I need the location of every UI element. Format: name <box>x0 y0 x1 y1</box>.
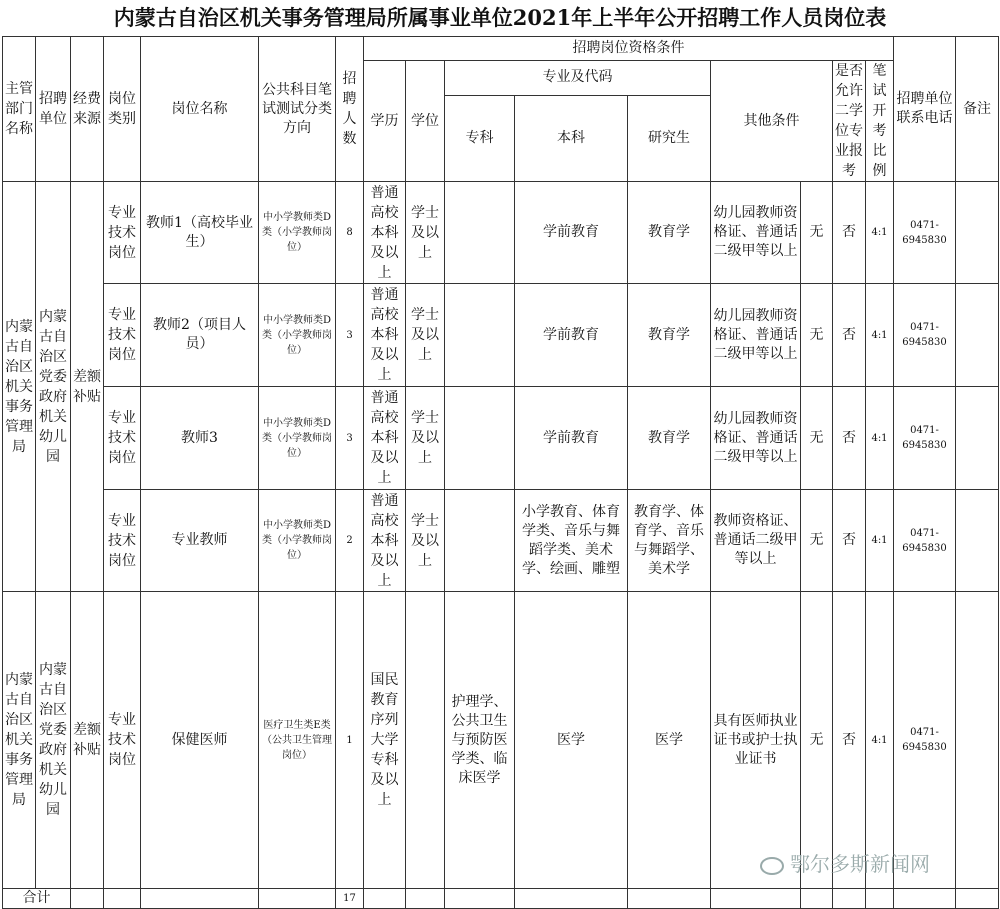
zhuanke-cell <box>445 284 515 387</box>
job-table <box>2 36 999 909</box>
zhuanke-cell <box>445 490 515 592</box>
count-cell: 3 <box>336 284 364 387</box>
extra-cell: 无 <box>801 490 833 592</box>
post-name-cell: 专业教师 <box>141 490 259 592</box>
post-type-cell: 专业技术岗位 <box>104 284 141 387</box>
header-zhuanke: 专科 <box>445 95 515 181</box>
degree-cell: 学士及以上 <box>406 490 445 592</box>
header-other: 其他条件 <box>711 61 833 182</box>
allow-cell: 否 <box>833 490 866 592</box>
edu-cell: 国民教育序列大学专科及以上 <box>364 592 406 889</box>
edu-cell: 普通高校本科及以上 <box>364 387 406 490</box>
post-type-cell: 专业技术岗位 <box>104 490 141 592</box>
dept-cell: 内蒙古自治区机关事务管理局 <box>3 592 36 889</box>
exam-cell: 医疗卫生类E类（公共卫生管理岗位） <box>259 592 336 889</box>
other-cell: 幼儿园教师资格证、普通话二级甲等以上 <box>711 182 801 284</box>
post-name-cell: 教师2（项目人员） <box>141 284 259 387</box>
grad-cell: 教育学、体育学、音乐与舞蹈学、美术学 <box>628 490 711 592</box>
other-cell: 幼儿园教师资格证、普通话二级甲等以上 <box>711 387 801 490</box>
extra-cell: 无 <box>801 284 833 387</box>
watermark <box>760 848 930 877</box>
dept-cell: 内蒙古自治区机关事务管理局 <box>3 182 36 592</box>
funding-cell: 差额补贴 <box>71 592 104 889</box>
ratio-cell: 4:1 <box>866 387 894 490</box>
table-row <box>3 284 999 387</box>
degree-cell: 学士及以上 <box>406 387 445 490</box>
extra-cell: 无 <box>801 592 833 889</box>
header-allow-second: 是否允许二学位专业报考 <box>833 61 866 182</box>
phone-cell: 0471-6945830 <box>894 182 956 284</box>
ratio-cell: 4:1 <box>866 592 894 889</box>
grad-cell: 医学 <box>628 592 711 889</box>
header-funding: 经费来源 <box>71 37 104 182</box>
header-note: 备注 <box>956 37 999 182</box>
benke-cell: 学前教育 <box>515 284 628 387</box>
header-qualification: 招聘岗位资格条件 <box>364 37 894 61</box>
exam-cell: 中小学教师类D类（小学教师岗位） <box>259 490 336 592</box>
benke-cell: 学前教育 <box>515 387 628 490</box>
count-cell: 2 <box>336 490 364 592</box>
degree-cell: 学士及以上 <box>406 182 445 284</box>
grad-cell: 教育学 <box>628 387 711 490</box>
other-cell: 幼儿园教师资格证、普通话二级甲等以上 <box>711 284 801 387</box>
ratio-cell: 4:1 <box>866 284 894 387</box>
header-grad: 研究生 <box>628 95 711 181</box>
page-title: 内蒙古自治区机关事务管理局所属事业单位2021年上半年公开招聘工作人员岗位表 <box>113 5 887 30</box>
header-unit: 招聘单位 <box>36 37 71 182</box>
zhuanke-cell: 护理学、公共卫生与预防医学类、临床医学 <box>445 592 515 889</box>
header-edu: 学历 <box>364 61 406 182</box>
edu-cell: 普通高校本科及以上 <box>364 182 406 284</box>
unit-cell: 内蒙古自治区党委政府机关幼儿园 <box>36 592 71 889</box>
header-ratio: 笔试开考比例 <box>866 61 894 182</box>
edu-cell: 普通高校本科及以上 <box>364 284 406 387</box>
count-cell: 8 <box>336 182 364 284</box>
header-post-type: 岗位类别 <box>104 37 141 182</box>
post-name-cell: 教师3 <box>141 387 259 490</box>
other-cell: 教师资格证、普通话二级甲等以上 <box>711 490 801 592</box>
grad-cell: 教育学 <box>628 284 711 387</box>
total-count: 17 <box>336 889 364 909</box>
header-dept: 主管部门名称 <box>3 37 36 182</box>
zhuanke-cell <box>445 182 515 284</box>
watermark-text: 鄂尔多斯新闻网 <box>790 852 930 876</box>
exam-cell: 中小学教师类D类（小学教师岗位） <box>259 284 336 387</box>
header-degree: 学位 <box>406 61 445 182</box>
zhuanke-cell <box>445 387 515 490</box>
phone-cell: 0471-6945830 <box>894 592 956 889</box>
header-post-name: 岗位名称 <box>141 37 259 182</box>
degree-cell: 学士及以上 <box>406 284 445 387</box>
post-name-cell: 保健医师 <box>141 592 259 889</box>
post-type-cell: 专业技术岗位 <box>104 182 141 284</box>
note-cell <box>956 284 999 387</box>
table-row <box>3 182 999 284</box>
post-name-cell: 教师1（高校毕业生） <box>141 182 259 284</box>
unit-cell: 内蒙古自治区党委政府机关幼儿园 <box>36 182 71 592</box>
count-cell: 1 <box>336 592 364 889</box>
allow-cell: 否 <box>833 284 866 387</box>
note-cell <box>956 182 999 284</box>
table-row <box>3 592 999 889</box>
header-exam-type: 公共科目笔试测试分类方向 <box>259 37 336 182</box>
header-benke: 本科 <box>515 95 628 181</box>
phone-cell: 0471-6945830 <box>894 490 956 592</box>
other-cell: 具有医师执业证书或护士执业证书 <box>711 592 801 889</box>
header-phone: 招聘单位联系电话 <box>894 37 956 182</box>
edu-cell: 普通高校本科及以上 <box>364 490 406 592</box>
degree-cell <box>406 592 445 889</box>
table-row <box>3 387 999 490</box>
note-cell <box>956 387 999 490</box>
extra-cell: 无 <box>801 182 833 284</box>
post-type-cell: 专业技术岗位 <box>104 592 141 889</box>
note-cell <box>956 592 999 889</box>
phone-cell: 0471-6945830 <box>894 284 956 387</box>
exam-cell: 中小学教师类D类（小学教师岗位） <box>259 182 336 284</box>
header-count: 招聘人数 <box>336 37 364 182</box>
table-row <box>3 490 999 592</box>
ratio-cell: 4:1 <box>866 490 894 592</box>
note-cell <box>956 490 999 592</box>
extra-cell: 无 <box>801 387 833 490</box>
benke-cell: 医学 <box>515 592 628 889</box>
total-label: 合计 <box>3 889 71 909</box>
count-cell: 3 <box>336 387 364 490</box>
wechat-icon <box>760 857 784 875</box>
allow-cell: 否 <box>833 592 866 889</box>
grad-cell: 教育学 <box>628 182 711 284</box>
allow-cell: 否 <box>833 182 866 284</box>
benke-cell: 小学教育、体育学类、音乐与舞蹈学类、美术学、绘画、雕塑 <box>515 490 628 592</box>
ratio-cell: 4:1 <box>866 182 894 284</box>
phone-cell: 0471-6945830 <box>894 387 956 490</box>
benke-cell: 学前教育 <box>515 182 628 284</box>
funding-cell: 差额补贴 <box>71 182 104 592</box>
allow-cell: 否 <box>833 387 866 490</box>
exam-cell: 中小学教师类D类（小学教师岗位） <box>259 387 336 490</box>
post-type-cell: 专业技术岗位 <box>104 387 141 490</box>
header-major: 专业及代码 <box>445 61 711 96</box>
